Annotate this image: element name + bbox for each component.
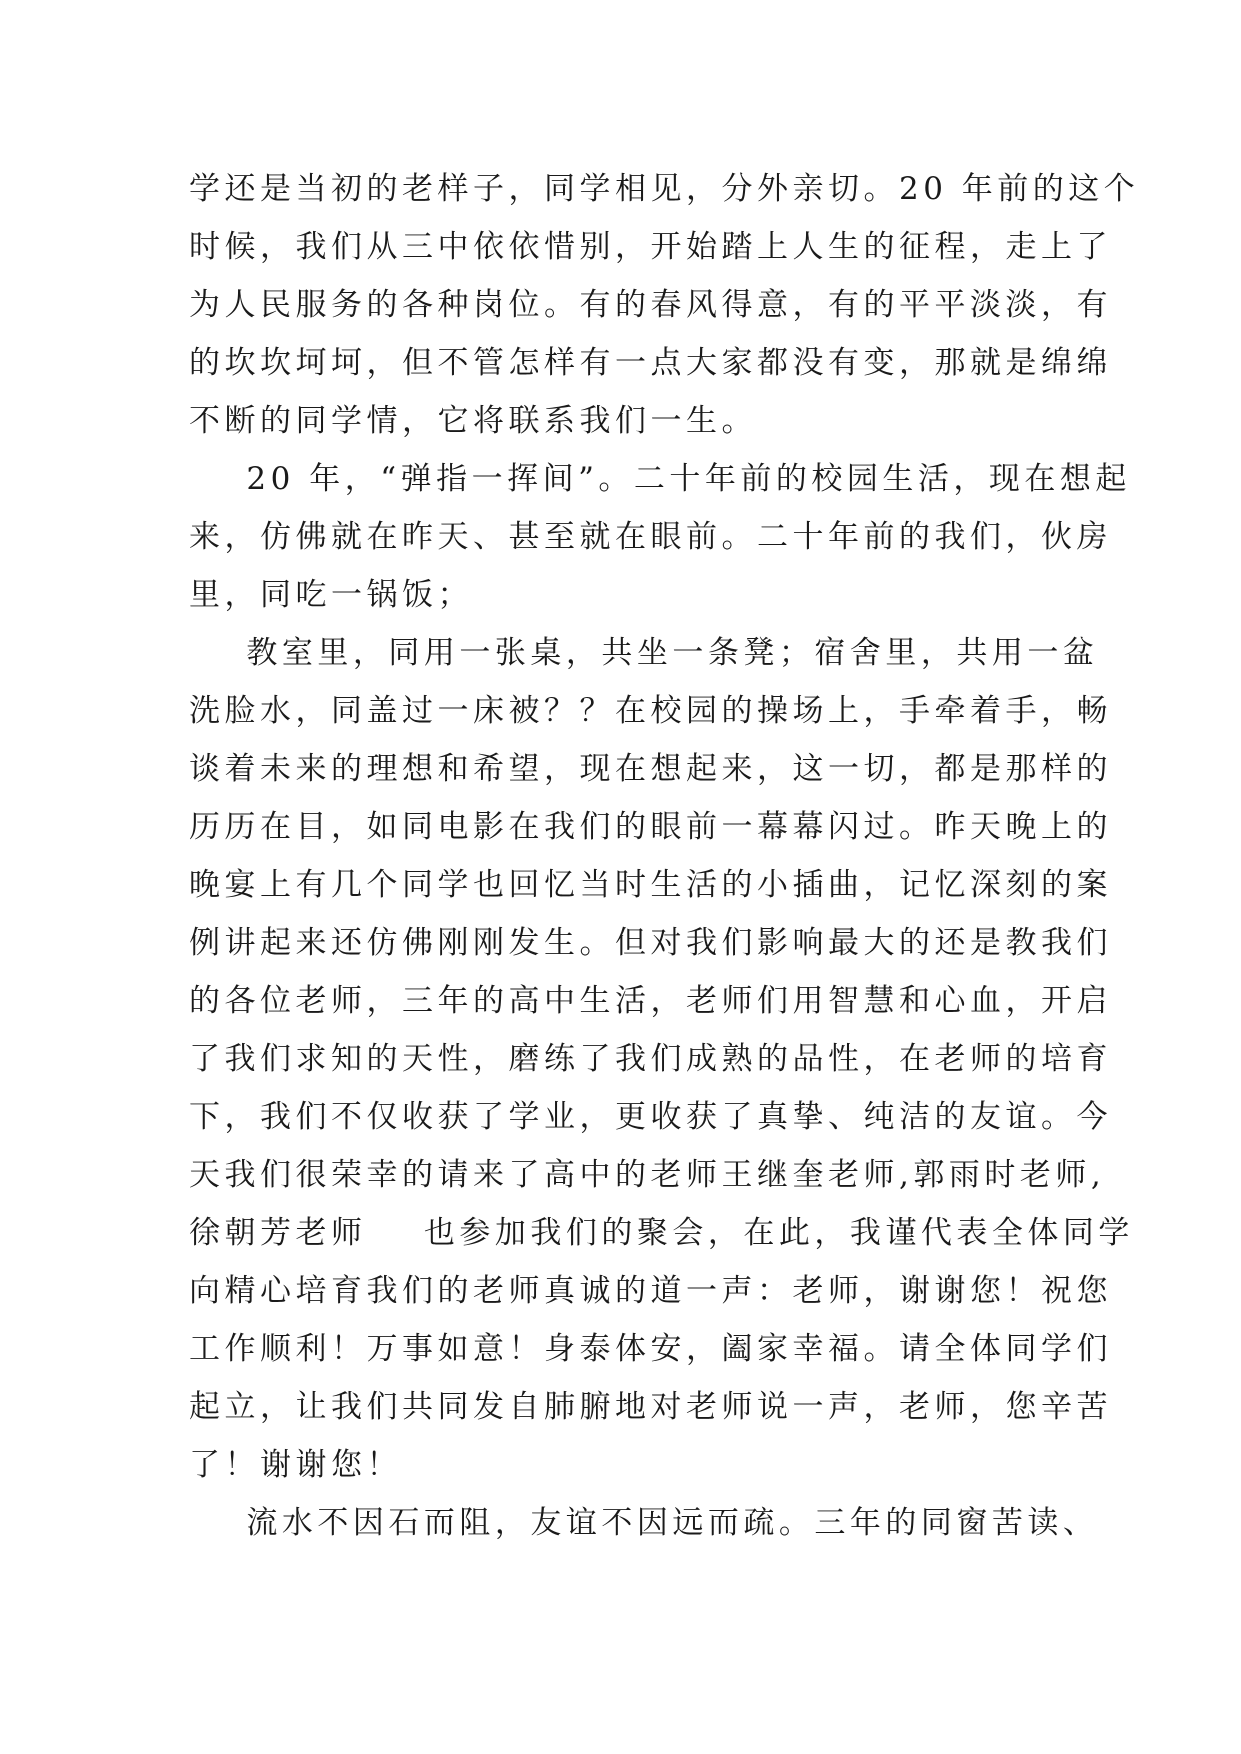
text-line: 20 年，“弹指一挥间”。二十年前的校园生活，现在想起 xyxy=(189,461,1131,497)
text-line: 不断的同学情，它将联系我们一生。 xyxy=(189,403,757,439)
text-line: 的坎坎坷坷，但不管怎样有一点大家都没有变，那就是绵绵 xyxy=(189,345,1112,381)
text-line: 时候，我们从三中依依惜别，开始踏上人生的征程，走上了 xyxy=(189,229,1112,265)
text-line: 教室里，同用一张桌，共坐一条凳；宿舍里，共用一盆 xyxy=(189,635,1099,671)
text-line: 谈着未来的理想和希望，现在想起来，这一切，都是那样的 xyxy=(189,751,1112,787)
body-text xyxy=(189,160,1140,1552)
text-line: 来，仿佛就在昨天、甚至就在眼前。二十年前的我们，伙房 xyxy=(189,519,1112,555)
text-line: 历历在目，如同电影在我们的眼前一幕幕闪过。昨天晚上的 xyxy=(189,809,1112,845)
text-line: 下，我们不仅收获了学业，更收获了真挚、纯洁的友谊。今 xyxy=(189,1099,1112,1135)
text-line: 的各位老师，三年的高中生活，老师们用智慧和心血，开启 xyxy=(189,983,1112,1019)
text-line: 起立，让我们共同发自肺腑地对老师说一声，老师，您辛苦 xyxy=(189,1389,1112,1425)
text-line: 里，同吃一锅饭； xyxy=(189,577,473,613)
text-line: 晚宴上有几个同学也回忆当时生活的小插曲，记忆深刻的案 xyxy=(189,867,1112,903)
text-line: 为人民服务的各种岗位。有的春风得意，有的平平淡淡，有 xyxy=(189,287,1112,323)
text-line: 洗脸水，同盖过一床被？？在校园的操场上，手牵着手，畅 xyxy=(189,693,1112,729)
text-line: 了！谢谢您！ xyxy=(189,1447,402,1483)
text-line: 向精心培育我们的老师真诚的道一声：老师，谢谢您！祝您 xyxy=(189,1273,1112,1309)
text-line: 学还是当初的老样子，同学相见，分外亲切。20 年前的这个 xyxy=(189,171,1140,207)
text-line: 天我们很荣幸的请来了高中的老师王继奎老师,郭雨时老师, xyxy=(189,1157,1106,1193)
text-line: 徐朝芳老师 也参加我们的聚会，在此，我谨代表全体同学 xyxy=(189,1215,1134,1251)
text-line: 例讲起来还仿佛刚刚发生。但对我们影响最大的还是教我们 xyxy=(189,925,1112,961)
text-line: 工作顺利！万事如意！身泰体安，阖家幸福。请全体同学们 xyxy=(189,1331,1112,1367)
text-line: 流水不因石而阻，友谊不因远而疏。三年的同窗苦读、 xyxy=(189,1505,1099,1541)
text-line: 了我们求知的天性，磨练了我们成熟的品性，在老师的培育 xyxy=(189,1041,1112,1077)
